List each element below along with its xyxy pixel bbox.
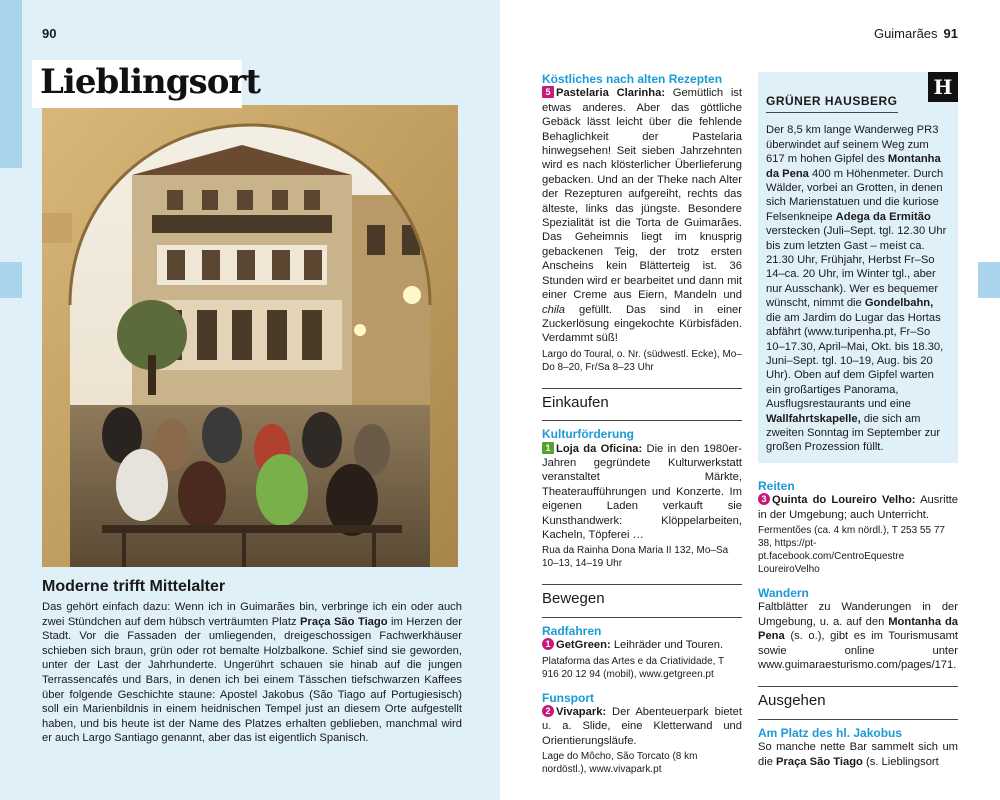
map-marker-3: 3: [758, 493, 770, 505]
entry-text: Gemütlich ist etwas anderes. Aber das göttliche Gebäck lässt leicht über die fehlende Behaglichkeit der Pastelaria hinwegsehen! Seit sieben Jahrzehnten wird es nach klösterlicher Überlieferung gebacken. Und an der Theke nach Alter der Rezepturen aufgereiht, rechts das älteste, links das jüngste. Besondere Spezialität ist die Torta de Guimarães. Das Geheimnis liegt im knusprig gebackenen Teig, der trotz ersten Anscheins kein Blätterteig ist. 36 Stunden wird er bearbeitet und dann mit einer Creme aus Eiern, Mandeln und: [542, 87, 743, 302]
entry-vivapark: [542, 705, 742, 748]
page-number-right: 91: [943, 26, 958, 41]
entry-bold: Montanha da Pena: [758, 615, 958, 643]
box-text: die sich am zweiten Sonntag im September zur großen Prozession füllt.: [766, 412, 941, 454]
running-header-place: Guimarães: [873, 26, 938, 41]
info-box-gruener-hausberg: [758, 72, 958, 463]
paragraph-text: im Herzen der Stadt. Vor die Fassaden der umliegenden, dreigeschossigen Fachwerkhäuser schieben sich braun, grün oder rot bemalte Holzbalkone. Schief sind sie geworden, unter der Last der Jahrhunderte. Ungerührt schauen sie hinab auf die jungen Terrassencafés und Bars, in denen ich bei einem Tässchen tiefschwarzen Kaffees über folgende Geschichte staune: Apostel Jakobus (São Tiago auf Portugiesisch) soll ein Marienbildnis in einem heidnischen Tempel just an diesem Orte aufgestellt haben, und bis heute ist der Name des Platzes erhalten geblieben, manchmal wird er auch Largo Santiago genannt, aber das ist eigentlich Spanisch.: [42, 615, 462, 745]
entry-text: Faltblätter zu Wanderungen in der Umgebung, u. a. auf den: [758, 601, 958, 628]
entry-name: GetGreen:: [556, 639, 611, 652]
paragraph-text: Das gehört einfach dazu: Wenn ich in Guimarães bin, verbringe ich ein oder auch zwei Stündchen auf dem hübsch verträumten Platz: [42, 601, 462, 628]
entry-wandern: [758, 600, 958, 672]
address-pastelaria: Largo do Toural, o. Nr. (südwestl. Ecke), Mo–Do 8–20, Fr/Sa 8–23 Uhr: [542, 348, 742, 373]
shopping-marker-icon: 1: [542, 442, 554, 454]
section-heading-ausgehen: Ausgehen: [758, 686, 958, 719]
address-loja: Rua da Rainha Dona Maria II 132, Mo–Sa 10–13, 14–19 Uhr: [542, 545, 729, 570]
column-1: [542, 72, 742, 776]
entry-text: Leihräder und Touren.: [610, 639, 724, 652]
photo-praca-sao-tiago: [42, 105, 458, 567]
column-2: [758, 72, 958, 769]
entry-name: Pastelaria Clarinha:: [556, 87, 666, 100]
paragraph-bold: Praça São Tiago: [300, 615, 388, 628]
subheading-reiten: Reiten: [758, 478, 795, 493]
address-getgreen: Plataforma das Artes e da Criatividade, T 916 20 12 94 (mobil), www.getgreen.pt: [542, 655, 724, 680]
box-bold: Gondelbahn,: [864, 297, 934, 310]
box-text: Der 8,5 km lange Wanderweg PR3 überwindet auf seinem Weg zum 617 m hohen Gipfel des: [766, 124, 939, 166]
entry-italic: chila: [542, 303, 566, 316]
map-marker-5: 5: [542, 86, 554, 98]
info-box-title: GRÜNER HAUSBERG: [766, 94, 898, 113]
entry-text: (s. o.), gibt es im Tourismusamt sowie online unter www.guimaraesturismo.com/pages/171.: [758, 630, 958, 671]
info-box-text: [766, 123, 950, 454]
map-marker-2: 2: [542, 705, 554, 717]
title-box: [32, 60, 260, 108]
entry-name: Loja da Oficina:: [556, 442, 643, 455]
box-bold: Adega da Ermitão: [835, 210, 931, 223]
entry-bold: Praça São Tiago: [776, 755, 863, 768]
address-vivapark: Lage do Môcho, São Torcato (8 km nordöstl.), www.vivapark.pt: [542, 751, 698, 776]
chapter-tab-marker-right: [978, 262, 1000, 298]
box-text: 400 m Höhenmeter. Durch Wälder, vorbei an Grotten, in denen sich Marienstatuen und die kuriose Felsenkneipe: [766, 167, 944, 223]
subheading-wandern: Wandern: [758, 585, 809, 600]
entry-text: Der Abenteuerpark bietet u. a. Slide, eine Kletterwand und Orientierungsläufe.: [542, 706, 742, 747]
entry-text: Ausritte in der Umgebung; auch Unterricht.: [758, 494, 959, 521]
entry-text: So manche nette Bar sammelt sich um die: [758, 741, 958, 768]
favorite-place-text: [42, 578, 462, 746]
map-marker-1: 1: [542, 638, 554, 650]
highlight-badge-icon: H: [928, 72, 958, 102]
entry-loja: [542, 442, 742, 543]
box-bold: Wallfahrtskapelle,: [766, 412, 861, 425]
section-heading-einkaufen: Einkaufen: [542, 388, 742, 421]
entry-text: (s. Lieblingsort: [862, 755, 939, 768]
entry-text: gefüllt. Das sind in einer Zuckerlösung eingekochte Kürbisfäden. Verdammt süß!: [542, 303, 742, 345]
photo-illustration: [42, 105, 458, 567]
favorite-place-heading: Moderne trifft Mittelalter: [42, 578, 226, 595]
page-title: Lieblingsort: [40, 62, 260, 102]
entry-name: Quinta do Loureiro Velho:: [772, 494, 916, 507]
entry-getgreen: [542, 638, 742, 652]
entry-quinta: [758, 493, 958, 522]
favorite-place-paragraph: [42, 600, 462, 746]
entry-pastelaria: [542, 86, 742, 345]
subheading-kulturfoerderung: Kulturförderung: [542, 427, 634, 442]
box-text: verstecken (Juli–Sept. tgl. 12.30 Uhr bis zum letzten Gast – meist ca. 21.30 Uhr, Frühjahr, Herbst Fr–So 14–ca. 20 Uhr, im Winter tgl., aber nur Ausschank). Wer es bequemer wünscht, nimmt die: [766, 225, 947, 310]
subheading-pastelaria: Köstliches nach alten Rezepten: [542, 72, 723, 86]
box-bold: Montanha da Pena: [766, 153, 941, 180]
chapter-tab: [0, 0, 22, 168]
chapter-tab-marker: [0, 262, 22, 298]
page-header-right: [874, 26, 958, 41]
page-number-left: 90: [42, 26, 57, 41]
subheading-jakobus: Am Platz des hl. Jakobus: [758, 725, 903, 740]
section-heading-bewegen: Bewegen: [542, 584, 742, 617]
box-text: die am Jardim do Lugar das Hortas abfährt (www.turipenha.pt, Fr–So 10–17.30, April–Mai, Okt. bis 18.30, Juni–Sept. tgl. 10–19, Aug. bis 20 Uhr). Oben auf dem Gipfel warten ein großartiges Panorama, Ausflugsrestaurants und eine: [766, 311, 944, 411]
subheading-funsport: Funsport: [542, 690, 594, 705]
entry-name: Vivapark:: [556, 706, 607, 718]
entry-text: Die in den 1980er-Jahren gegründete Kulturwerkstatt veranstaltet Märkte, Theateraufführungen und Konzerte. Im eigenen Laden verkauft sie Kunsthandwerk: Klöppelarbeiten, Kacheln, Töpferei …: [542, 442, 743, 541]
address-quinta: Fermentões (ca. 4 km nördl.), T 253 55 77 38, https://pt-pt.facebook.com/CentroEquestre LoureiroVelho: [758, 524, 945, 575]
entry-ausgehen: [758, 740, 958, 769]
subheading-radfahren: Radfahren: [542, 623, 602, 638]
